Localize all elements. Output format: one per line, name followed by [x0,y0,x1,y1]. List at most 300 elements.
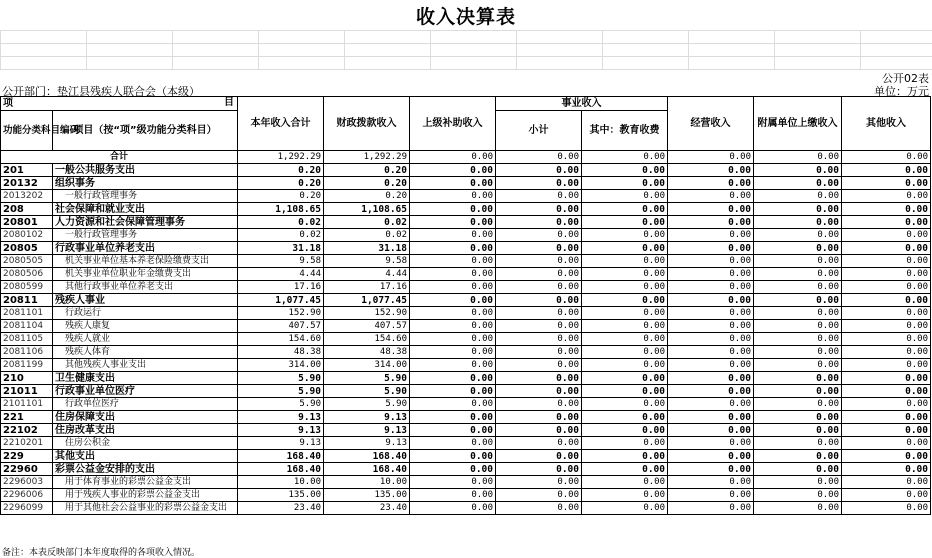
table-row [1,320,931,333]
edu-cell: 0.00 [582,346,668,359]
fiscal-cell: 407.57 [324,320,410,333]
table-row [1,255,931,268]
table-row [1,216,931,229]
table-row [1,307,931,320]
unit-label: 单位：万元 [874,85,929,98]
name-cell: 卫生健康支出 [53,372,238,385]
table-row [1,437,931,450]
operating-cell: 0.00 [668,411,754,424]
superior-cell: 0.00 [410,242,496,255]
subtotal-cell: 0.00 [496,164,582,177]
affiliated-cell: 0.00 [754,502,842,515]
table-row [1,203,931,216]
edu-cell: 0.00 [582,294,668,307]
fiscal-cell: 23.40 [324,502,410,515]
code-cell: 2081104 [1,320,53,333]
name-cell: 行政事业单位医疗 [53,385,238,398]
subtotal-cell: 0.00 [496,372,582,385]
fiscal-cell: 31.18 [324,242,410,255]
edu-cell: 0.00 [582,203,668,216]
operating-cell: 0.00 [668,463,754,476]
operating-cell: 0.00 [668,229,754,242]
operating-cell: 0.00 [668,424,754,437]
subtotal-cell: 0.00 [496,437,582,450]
subtotal-cell: 0.00 [496,177,582,190]
operating-cell: 0.00 [668,177,754,190]
affiliated-cell: 0.00 [754,489,842,502]
edu-cell: 0.00 [582,372,668,385]
other-cell: 0.00 [842,229,931,242]
operating-cell: 0.00 [668,307,754,320]
superior-cell: 0.00 [410,450,496,463]
table-row [1,229,931,242]
total-cell: 152.90 [238,307,324,320]
name-cell: 一般行政管理事务 [53,229,238,242]
fiscal-cell: 1,292.29 [324,151,410,164]
table-row [1,476,931,489]
edu-cell: 0.00 [582,229,668,242]
total-cell: 1,077.45 [238,294,324,307]
name-cell: 其他支出 [53,450,238,463]
header-fiscal: 财政拨款收入 [324,97,410,151]
subtotal-cell: 0.00 [496,307,582,320]
code-cell: 2210201 [1,437,53,450]
page-title: 收入决算表 [415,6,516,28]
code-cell: 20805 [1,242,53,255]
header-subtotal: 小计 [496,111,582,151]
header-mu: 目 [224,97,234,108]
table-row [1,398,931,411]
fiscal-cell: 0.02 [324,229,410,242]
subtotal-cell: 0.00 [496,411,582,424]
header-edu: 其中：教育收费 [582,111,668,151]
edu-cell: 0.00 [582,359,668,372]
operating-cell: 0.00 [668,346,754,359]
affiliated-cell: 0.00 [754,359,842,372]
header-career: 事业收入 [496,97,668,111]
affiliated-cell: 0.00 [754,164,842,177]
total-cell: 10.00 [238,476,324,489]
edu-cell: 0.00 [582,385,668,398]
fiscal-cell: 152.90 [324,307,410,320]
superior-cell: 0.00 [410,411,496,424]
fiscal-cell: 9.58 [324,255,410,268]
code-cell: 2080102 [1,229,53,242]
total-cell: 0.02 [238,216,324,229]
affiliated-cell: 0.00 [754,229,842,242]
total-cell: 0.02 [238,229,324,242]
department-label: 公开部门：垫江县残疾人联合会（本级） [2,85,200,98]
code-cell: 20811 [1,294,53,307]
code-cell: 208 [1,203,53,216]
operating-cell: 0.00 [668,372,754,385]
name-cell: 行政单位医疗 [53,398,238,411]
fiscal-cell: 168.40 [324,463,410,476]
superior-cell: 0.00 [410,346,496,359]
header-total: 本年收入合计 [238,97,324,151]
name-cell: 行政事业单位养老支出 [53,242,238,255]
superior-cell: 0.00 [410,203,496,216]
edu-cell: 0.00 [582,190,668,203]
subtotal-cell: 0.00 [496,502,582,515]
operating-cell: 0.00 [668,164,754,177]
subtotal-cell: 0.00 [496,268,582,281]
code-cell: 22102 [1,424,53,437]
name-cell: 住房公积金 [53,437,238,450]
name-cell: 其他残疾人事业支出 [53,359,238,372]
superior-cell: 0.00 [410,307,496,320]
total-cell: 407.57 [238,320,324,333]
fiscal-cell: 314.00 [324,359,410,372]
edu-cell: 0.00 [582,164,668,177]
other-cell: 0.00 [842,437,931,450]
name-cell: 其他行政事业单位养老支出 [53,281,238,294]
other-cell: 0.00 [842,385,931,398]
edu-cell: 0.00 [582,268,668,281]
edu-cell: 0.00 [582,216,668,229]
name-cell: 用于残疾人事业的彩票公益金支出 [53,489,238,502]
fiscal-cell: 4.44 [324,268,410,281]
fiscal-cell: 5.90 [324,372,410,385]
subtotal-cell: 0.00 [496,333,582,346]
fiscal-cell: 17.16 [324,281,410,294]
name-cell: 机关事业单位基本养老保险缴费支出 [53,255,238,268]
superior-cell: 0.00 [410,229,496,242]
name-cell: 残疾人体育 [53,346,238,359]
affiliated-cell: 0.00 [754,255,842,268]
operating-cell: 0.00 [668,281,754,294]
fiscal-cell: 168.40 [324,450,410,463]
superior-cell: 0.00 [410,216,496,229]
code-cell: 229 [1,450,53,463]
subtotal-cell: 0.00 [496,216,582,229]
edu-cell: 0.00 [582,437,668,450]
affiliated-cell: 0.00 [754,372,842,385]
operating-cell: 0.00 [668,203,754,216]
header-affiliated: 附属单位上缴收入 [754,97,842,151]
fiscal-cell: 48.38 [324,346,410,359]
header-xiang-mu [1,97,238,111]
other-cell: 0.00 [842,255,931,268]
table-row [1,242,931,255]
edu-cell: 0.00 [582,177,668,190]
name-cell: 一般公共服务支出 [53,164,238,177]
affiliated-cell: 0.00 [754,411,842,424]
total-cell: 23.40 [238,502,324,515]
code-cell: 2080505 [1,255,53,268]
affiliated-cell: 0.00 [754,242,842,255]
subtotal-cell: 0.00 [496,476,582,489]
income-table [0,96,931,515]
total-cell: 48.38 [238,346,324,359]
operating-cell: 0.00 [668,398,754,411]
other-cell: 0.00 [842,372,931,385]
other-cell: 0.00 [842,307,931,320]
total-cell: 9.13 [238,437,324,450]
operating-cell: 0.00 [668,502,754,515]
other-cell: 0.00 [842,502,931,515]
code-cell: 22960 [1,463,53,476]
subtotal-cell: 0.00 [496,489,582,502]
name-cell: 残疾人康复 [53,320,238,333]
total-cell: 0.20 [238,164,324,177]
edu-cell: 0.00 [582,333,668,346]
affiliated-cell: 0.00 [754,463,842,476]
other-cell: 0.00 [842,476,931,489]
name-cell: 一般行政管理事务 [53,190,238,203]
affiliated-cell: 0.00 [754,216,842,229]
superior-cell: 0.00 [410,372,496,385]
affiliated-cell: 0.00 [754,424,842,437]
total-cell: 154.60 [238,333,324,346]
total-cell: 9.58 [238,255,324,268]
table-row [1,489,931,502]
operating-cell: 0.00 [668,255,754,268]
affiliated-cell: 0.00 [754,190,842,203]
total-cell: 5.90 [238,385,324,398]
edu-cell: 0.00 [582,255,668,268]
other-cell: 0.00 [842,268,931,281]
operating-cell: 0.00 [668,190,754,203]
code-cell: 2296099 [1,502,53,515]
other-cell: 0.00 [842,242,931,255]
affiliated-cell: 0.00 [754,346,842,359]
edu-cell: 0.00 [582,424,668,437]
superior-cell: 0.00 [410,463,496,476]
affiliated-cell: 0.00 [754,385,842,398]
code-cell: 2081199 [1,359,53,372]
affiliated-cell: 0.00 [754,281,842,294]
other-cell: 0.00 [842,164,931,177]
total-cell: 1,108.65 [238,203,324,216]
operating-cell: 0.00 [668,359,754,372]
footnote: 备注：本表反映部门本年度取得的各项收入情况。 [2,548,201,558]
subtotal-cell: 0.00 [496,346,582,359]
name-cell: 彩票公益金安排的支出 [53,463,238,476]
operating-cell: 0.00 [668,489,754,502]
fiscal-cell: 0.20 [324,190,410,203]
affiliated-cell: 0.00 [754,294,842,307]
operating-cell: 0.00 [668,216,754,229]
table-row [1,268,931,281]
operating-cell: 0.00 [668,268,754,281]
other-cell: 0.00 [842,424,931,437]
name-cell: 用于其他社会公益事业的彩票公益金支出 [53,502,238,515]
fiscal-cell: 154.60 [324,333,410,346]
table-row [1,346,931,359]
table-row [1,281,931,294]
affiliated-cell: 0.00 [754,203,842,216]
subtotal-cell: 0.00 [496,385,582,398]
subtotal-cell: 0.00 [496,281,582,294]
operating-cell: 0.00 [668,320,754,333]
operating-cell: 0.00 [668,242,754,255]
superior-cell: 0.00 [410,164,496,177]
name-cell: 社会保障和就业支出 [53,203,238,216]
fiscal-cell: 9.13 [324,437,410,450]
name-cell: 用于体育事业的彩票公益金支出 [53,476,238,489]
edu-cell: 0.00 [582,450,668,463]
subtotal-cell: 0.00 [496,450,582,463]
edu-cell: 0.00 [582,398,668,411]
other-cell: 0.00 [842,281,931,294]
superior-cell: 0.00 [410,359,496,372]
superior-cell: 0.00 [410,437,496,450]
superior-cell: 0.00 [410,333,496,346]
superior-cell: 0.00 [410,294,496,307]
subtotal-cell: 0.00 [496,151,582,164]
header-code: 功能分类科目编码 [1,111,53,151]
fiscal-cell: 0.02 [324,216,410,229]
code-cell: 2013202 [1,190,53,203]
total-cell: 168.40 [238,463,324,476]
spreadsheet-grid [0,30,932,70]
name-cell: 住房改革支出 [53,424,238,437]
table-row [1,385,931,398]
affiliated-cell: 0.00 [754,476,842,489]
edu-cell: 0.00 [582,489,668,502]
header-operating: 经营收入 [668,97,754,151]
affiliated-cell: 0.00 [754,437,842,450]
name-cell: 住房保障支出 [53,411,238,424]
other-cell: 0.00 [842,411,931,424]
operating-cell: 0.00 [668,476,754,489]
header-other: 其他收入 [842,97,931,151]
superior-cell: 0.00 [410,320,496,333]
table-row [1,359,931,372]
total-cell: 0.20 [238,177,324,190]
name-cell: 组织事务 [53,177,238,190]
superior-cell: 0.00 [410,255,496,268]
fiscal-cell: 5.90 [324,398,410,411]
total-cell: 31.18 [238,242,324,255]
subtotal-cell: 0.00 [496,424,582,437]
code-cell: 2296003 [1,476,53,489]
total-cell: 1,292.29 [238,151,324,164]
subtotal-cell: 0.00 [496,398,582,411]
subtotal-cell: 0.00 [496,294,582,307]
other-cell: 0.00 [842,398,931,411]
edu-cell: 0.00 [582,463,668,476]
fiscal-cell: 9.13 [324,411,410,424]
edu-cell: 0.00 [582,411,668,424]
affiliated-cell: 0.00 [754,450,842,463]
operating-cell: 0.00 [668,437,754,450]
other-cell: 0.00 [842,346,931,359]
total-cell: 17.16 [238,281,324,294]
total-cell: 5.90 [238,398,324,411]
subtotal-cell: 0.00 [496,203,582,216]
affiliated-cell: 0.00 [754,151,842,164]
other-cell: 0.00 [842,463,931,476]
other-cell: 0.00 [842,489,931,502]
fiscal-cell: 5.90 [324,385,410,398]
affiliated-cell: 0.00 [754,177,842,190]
code-cell: 2296006 [1,489,53,502]
fiscal-cell: 0.20 [324,177,410,190]
code-cell: 2081101 [1,307,53,320]
subtotal-cell: 0.00 [496,463,582,476]
edu-cell: 0.00 [582,242,668,255]
fiscal-cell: 1,108.65 [324,203,410,216]
total-cell: 4.44 [238,268,324,281]
superior-cell: 0.00 [410,385,496,398]
code-cell: 201 [1,164,53,177]
superior-cell: 0.00 [410,190,496,203]
operating-cell: 0.00 [668,450,754,463]
other-cell: 0.00 [842,151,931,164]
affiliated-cell: 0.00 [754,268,842,281]
edu-cell: 0.00 [582,476,668,489]
superior-cell: 0.00 [410,502,496,515]
table-row [1,164,931,177]
edu-cell: 0.00 [582,320,668,333]
total-cell: 9.13 [238,424,324,437]
operating-cell: 0.00 [668,151,754,164]
header-xiang: 项 [3,97,13,109]
table-row [1,294,931,307]
subtotal-cell: 0.00 [496,255,582,268]
total-cell: 135.00 [238,489,324,502]
table-row-total [1,151,931,164]
superior-cell: 0.00 [410,489,496,502]
header-name: 项目（按“项”级功能分类科目） [53,111,238,151]
name-cell: 行政运行 [53,307,238,320]
subtotal-cell: 0.00 [496,190,582,203]
name-cell: 残疾人就业 [53,333,238,346]
table-row [1,177,931,190]
edu-cell: 0.00 [582,281,668,294]
total-cell: 9.13 [238,411,324,424]
fiscal-cell: 9.13 [324,424,410,437]
code-cell: 210 [1,372,53,385]
other-cell: 0.00 [842,333,931,346]
superior-cell: 0.00 [410,424,496,437]
other-cell: 0.00 [842,320,931,333]
name-cell: 机关事业单位职业年金缴费支出 [53,268,238,281]
name-cell: 人力资源和社会保障管理事务 [53,216,238,229]
other-cell: 0.00 [842,216,931,229]
subtotal-cell: 0.00 [496,359,582,372]
fiscal-cell: 10.00 [324,476,410,489]
table-row [1,450,931,463]
subtotal-cell: 0.00 [496,242,582,255]
code-cell: 21011 [1,385,53,398]
affiliated-cell: 0.00 [754,320,842,333]
total-cell: 0.20 [238,190,324,203]
edu-cell: 0.00 [582,502,668,515]
other-cell: 0.00 [842,177,931,190]
table-row [1,372,931,385]
table-row [1,411,931,424]
superior-cell: 0.00 [410,476,496,489]
affiliated-cell: 0.00 [754,307,842,320]
code-cell: 2081106 [1,346,53,359]
other-cell: 0.00 [842,203,931,216]
operating-cell: 0.00 [668,294,754,307]
operating-cell: 0.00 [668,385,754,398]
fiscal-cell: 0.20 [324,164,410,177]
fiscal-cell: 135.00 [324,489,410,502]
code-cell: 2081105 [1,333,53,346]
code-cell: 20132 [1,177,53,190]
subtotal-cell: 0.00 [496,229,582,242]
code-cell: 221 [1,411,53,424]
total-label: 合计 [1,151,238,164]
total-cell: 314.00 [238,359,324,372]
header-superior: 上级补助收入 [410,97,496,151]
form-code: 公开02表 [882,72,929,85]
